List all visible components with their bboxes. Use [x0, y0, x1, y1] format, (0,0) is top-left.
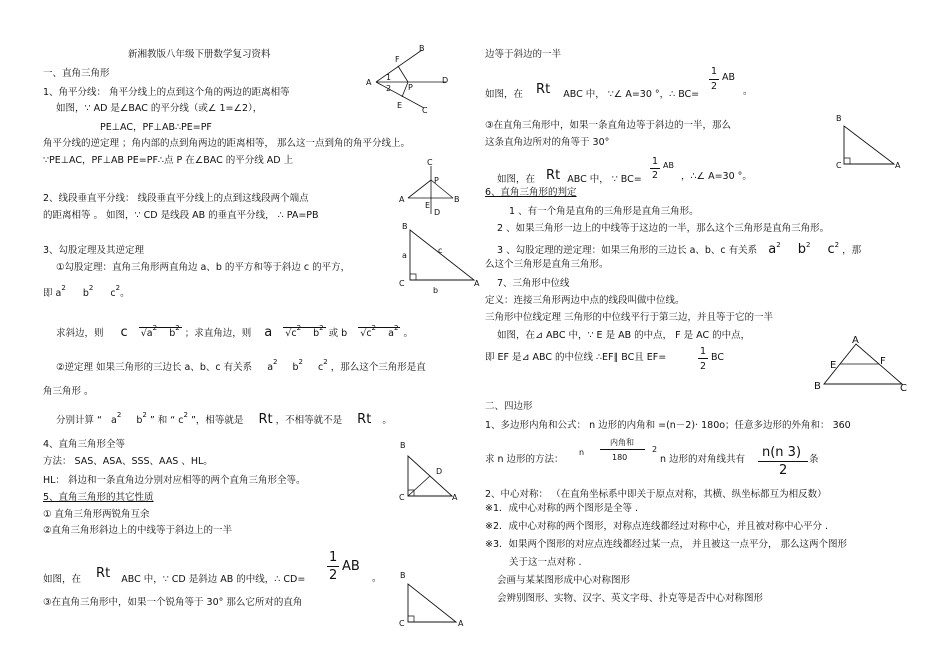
figure-label: B — [400, 441, 406, 450]
figure-label: D — [436, 467, 443, 476]
figure-label: c — [438, 246, 443, 255]
text-line: 会辨别图形、实物、汉字、英文字母、扑克等是否中心对称图形 — [497, 593, 764, 604]
figure-label: a — [402, 251, 407, 260]
text-line: ※2．成中心对称的两个图形，对称点连线都经过对称中心，并且被对称中心平分 . — [485, 521, 829, 532]
text-line: ∵PE⊥AC，PF⊥AB PE=PF∴点 P 在∠BAC 的平分线 AD 上 — [43, 155, 294, 166]
figure-label: C — [900, 383, 907, 394]
figure-label: B — [402, 222, 408, 231]
section-heading: 一、直角三角形 — [43, 68, 110, 79]
fraction-bar — [709, 79, 719, 80]
fraction-bar — [600, 449, 645, 450]
text-line: 5、直角三角形的其它性质 — [43, 492, 154, 503]
text-line: 这条直角边所对的角等于 30° — [485, 137, 610, 148]
text-line: ①勾股定理：直角三角形两直角边 a、b 的平方和等于斜边 c 的平方， — [56, 262, 351, 273]
fraction-denominator: 2 — [652, 170, 659, 181]
figure-label: C — [399, 493, 405, 502]
figure-label: C — [836, 161, 842, 170]
formula-line: 即 $a^2$ $b^2$ $c^2$。 — [43, 284, 130, 299]
figure-label: B — [400, 571, 406, 580]
text-line: 求 n 边形的方法： — [485, 454, 564, 465]
fraction-bar — [698, 358, 708, 359]
figure-label: 1 — [386, 73, 392, 82]
figure-label: E — [425, 201, 431, 210]
formula-text: AB — [342, 559, 360, 574]
figure-label: C — [399, 279, 405, 288]
text-line: 条 — [809, 454, 819, 465]
text-line: ※3．如果两个图形的对应点连线都经过某一点， 并且被这一点平分， 那么这两个图形 — [485, 539, 848, 550]
figure-label: P — [434, 176, 439, 185]
text-line: 1、多边形内角和公式： n 边形的内角和 =(n－2)· 180o；任意多边形的外角和： 360 — [485, 420, 851, 431]
text-line: 会画与某某图形成中心对称图形 — [497, 575, 631, 586]
figure-label: A — [452, 493, 458, 502]
figure-label: A — [474, 279, 480, 288]
formula-line: 求斜边，则 c $√a^2$ $b^2$ ；求直角边，则 a $√c^2$ $b^2$ 或 b $√c^2$ $a^2$ 。 — [56, 324, 413, 340]
formula-text: 。 — [372, 573, 382, 584]
figure-label: A — [366, 78, 372, 87]
text-line: ※1．成中心对称的两个图形是全等 . — [485, 503, 639, 514]
figure-label: B — [836, 114, 842, 123]
fraction-denominator: 180 — [612, 453, 628, 462]
text-line: 方法： SAS、ASA、SSS、AAS 、HL。 — [43, 456, 213, 467]
formula-text: AB — [722, 72, 736, 83]
text-line: 如图，在⊿ ABC 中，∵ E 是 AB 的中点， F 是 AC 的中点， — [497, 330, 751, 341]
text-line: 角三角形 。 — [43, 386, 94, 397]
text-line: 3、勾股定理及其逆定理 — [43, 245, 145, 256]
rt30-figure-left — [396, 570, 468, 630]
fraction-numerator: 1 — [711, 66, 718, 77]
figure-label: F — [880, 356, 886, 367]
formula-text: 。 — [743, 86, 753, 97]
formula-line: 分别计算 “ $a^2$ $b^2$ ” 和 “ $c^2$ ”，相等就是 Rt ，不相等就不是 Rt 。 — [56, 411, 392, 427]
perpendicular-bisector-figure — [398, 158, 462, 216]
fraction-bar — [650, 168, 660, 169]
formula-line: 即 EF 是⊿ ABC 的中位线 ∴EF∥ BC且 EF= — [485, 352, 667, 363]
figure-label: P — [408, 83, 413, 92]
figure-label: A — [895, 161, 901, 170]
text-line: 关于这一点对称 . — [509, 557, 582, 568]
section-heading: 二、四边形 — [485, 401, 533, 412]
text-line: HL： 斜边和一条直角边分别对应相等的两个直角三角形全等。 — [43, 475, 306, 486]
section-heading: 6、直角三角形的判定 — [485, 187, 577, 198]
figure-label: A — [852, 335, 859, 346]
formula-line: 如图，在 Rt ABC 中，∵ CD 是斜边 AB 的中线，∴ CD= — [43, 566, 306, 585]
text-line: 7、三角形中位线 — [497, 278, 570, 289]
figure-label: 2 — [386, 84, 392, 93]
formula-text: n — [579, 448, 585, 457]
formula-line: 如图，在 Rt ABC 中， ∵ BC= — [497, 168, 642, 185]
rt30-figure-right — [832, 112, 908, 172]
text-line: 角平分线的逆定理 ；角内部的点到角两边的距离相等， 那么这一点到角的角平分线上。 — [43, 138, 411, 149]
text-line: 1 、有一个角是直角的三角形是直角三角形。 — [509, 206, 699, 217]
pythagoras-figure — [398, 220, 484, 298]
fraction-numerator: 内角和 — [610, 438, 634, 447]
text-line: ① 直角三角形两锐角互余 — [43, 509, 150, 520]
text-line: 4、直角三角形全等 — [43, 439, 126, 450]
text-line: n 边形的对角线共有 — [660, 454, 746, 465]
page-title: 新湘教版八年级下册数学复习资料 — [128, 49, 271, 60]
figure-label: D — [434, 208, 441, 216]
midline-figure — [812, 334, 912, 398]
figure-label: E — [830, 360, 837, 371]
median-figure — [396, 438, 462, 504]
text-line: 边等于斜边的一半 — [485, 49, 562, 60]
fraction-numerator: 1 — [329, 550, 338, 565]
fraction-numerator: n(n 3) — [762, 445, 802, 460]
text-line: 2、中心对称： （在直角坐标系中即关于原点对称，其横、纵坐标都互为相反数） — [485, 489, 827, 500]
formula-line: ②逆定理 如果三角形的三边长 a、b、c 有关系 $a^2$ $b^2$ $c^2$ ，那么这个三角形是直 — [56, 358, 426, 373]
formula-line: 如图，在 Rt ABC 中， ∵∠ A=30 °，∴ BC= — [485, 82, 700, 100]
text-line: 2 、如果三角形一边上的中线等于这边的一半，那么这个三角形是直角三角形。 — [497, 223, 830, 234]
figure-label: D — [442, 76, 449, 85]
figure-label: C — [422, 106, 428, 114]
figure-label: C — [427, 158, 433, 167]
formula-text: ，∴∠ A=30 °。 — [681, 171, 752, 182]
figure-label: E — [397, 101, 403, 110]
text-line: ②直角三角形斜边上的中线等于斜边上的一半 — [43, 525, 233, 536]
formula-text: BC — [711, 352, 724, 363]
text-line: 1、角平分线： 角平分线上的点到这个角的两边的距离相等 — [43, 87, 290, 98]
fraction-denominator: 2 — [711, 81, 718, 92]
formula-text: AB — [663, 161, 674, 170]
text-line: ③在直角三角形中，如果一个锐角等于 30° 那么它所对的直角 — [43, 597, 303, 608]
figure-label: B — [419, 44, 425, 53]
figure-label: A — [399, 195, 405, 204]
fraction-denominator: 2 — [700, 361, 707, 372]
figure-label: B — [814, 381, 821, 392]
angle-bisector-figure — [364, 42, 456, 114]
text-line: PE⊥AC，PF⊥AB∴PE=PF — [100, 122, 212, 133]
text-line: 的距离相等 。 如图，∵ CD 是线段 AB 的垂直平分线， ∴ PA=PB — [43, 210, 319, 221]
fraction-denominator: 2 — [329, 568, 338, 583]
fraction-numerator: 1 — [652, 156, 659, 167]
fraction-bar — [327, 566, 339, 567]
text-line: 三角形中位线定理 三角形的中位线平行于第三边，并且等于它的一半 — [485, 312, 774, 323]
formula-text: 2 — [652, 445, 658, 454]
text-line: 如图，∵ AD 是∠BAC 的平分线（或∠ 1=∠2）， — [56, 103, 263, 114]
fraction-numerator: 1 — [700, 346, 707, 357]
fraction-bar — [758, 461, 808, 462]
text-line: 么这个三角形是直角三角形。 — [485, 259, 609, 270]
text-line: ③在直角三角形中，如果一条直角边等于斜边的一半，那么 — [485, 120, 732, 131]
figure-label: B — [454, 195, 460, 204]
figure-label: A — [458, 619, 464, 628]
figure-label: C — [399, 619, 405, 628]
figure-label: b — [433, 286, 439, 295]
text-line: 定义：连接三角形两边中点的线段叫做中位线。 — [485, 295, 685, 306]
formula-line: 3 、勾股定理的逆定理：如果三角形的三边长 a、b、c 有关系 $a^2$ $b^2$ $c^2$ ，那 — [497, 241, 862, 257]
figure-label: F — [395, 55, 400, 64]
text-line: 2、线段垂直平分线： 线段垂直平分线上的点到这线段两个端点 — [43, 193, 309, 204]
fraction-denominator: 2 — [779, 463, 788, 478]
